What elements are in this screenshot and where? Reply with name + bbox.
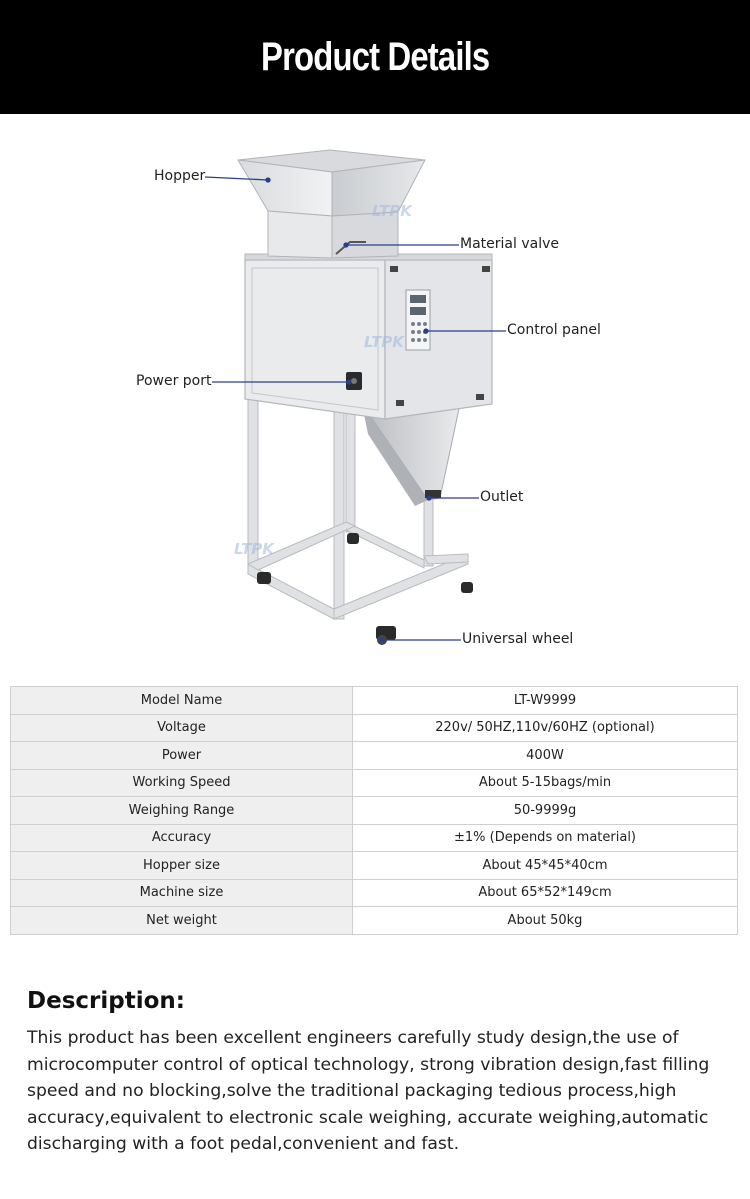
callout-material-valve: Material valve	[460, 236, 559, 252]
callout-control-panel: Control panel	[507, 322, 601, 338]
machine-illustration	[0, 114, 750, 674]
watermark-3: LTPK	[234, 540, 274, 558]
page-header	[0, 0, 750, 114]
spec-parameter: Accuracy	[11, 824, 353, 852]
spec-value: About 65*52*149cm	[353, 879, 738, 907]
spec-value: 50-9999g	[353, 797, 738, 825]
spec-table	[10, 686, 738, 935]
spec-parameter: Hopper size	[11, 852, 353, 880]
spec-row	[11, 714, 738, 742]
page-title: Product Details	[260, 34, 490, 79]
callout-outlet: Outlet	[480, 489, 524, 505]
watermark-2: LTPK	[364, 333, 404, 351]
spec-row	[11, 879, 738, 907]
spec-row	[11, 687, 738, 715]
spec-value: 400W	[353, 742, 738, 770]
callout-hopper: Hopper	[154, 168, 206, 184]
description-body: This product has been excellent engineers carefully study design,the use of microcomputer control of optical technology, strong vibration design,fast filling speed and no blocking,solve the traditional packaging tedious process,high accuracy,equivalent to electronic scale weighing, accurate weighing,automatic discharging with a foot pedal,convenient and fast.	[27, 1028, 710, 1154]
spec-value: About 45*45*40cm	[353, 852, 738, 880]
spec-value: About 5-15bags/min	[353, 769, 738, 797]
spec-value: ±1% (Depends on material)	[353, 824, 738, 852]
spec-parameter: Power	[11, 742, 353, 770]
spec-parameter: Model Name	[11, 687, 353, 715]
spec-parameter: Voltage	[11, 714, 353, 742]
spec-value: 220v/ 50HZ,110v/60HZ (optional)	[353, 714, 738, 742]
spec-row	[11, 769, 738, 797]
spec-value: LT-W9999	[353, 687, 738, 715]
spec-row	[11, 852, 738, 880]
spec-row	[11, 824, 738, 852]
spec-value: About 50kg	[353, 907, 738, 935]
watermark-1: LTPK	[372, 202, 412, 220]
spec-parameter: Net weight	[11, 907, 353, 935]
spec-row	[11, 742, 738, 770]
callout-power-port: Power port	[136, 373, 212, 389]
machine-diagram	[0, 114, 750, 674]
callout-universal-wheel: Universal wheel	[462, 631, 574, 647]
spec-row	[11, 797, 738, 825]
spec-parameter: Weighing Range	[11, 797, 353, 825]
spec-parameter: Working Speed	[11, 769, 353, 797]
description-heading: Description:	[27, 988, 185, 1014]
spec-row	[11, 907, 738, 935]
spec-parameter: Machine size	[11, 879, 353, 907]
